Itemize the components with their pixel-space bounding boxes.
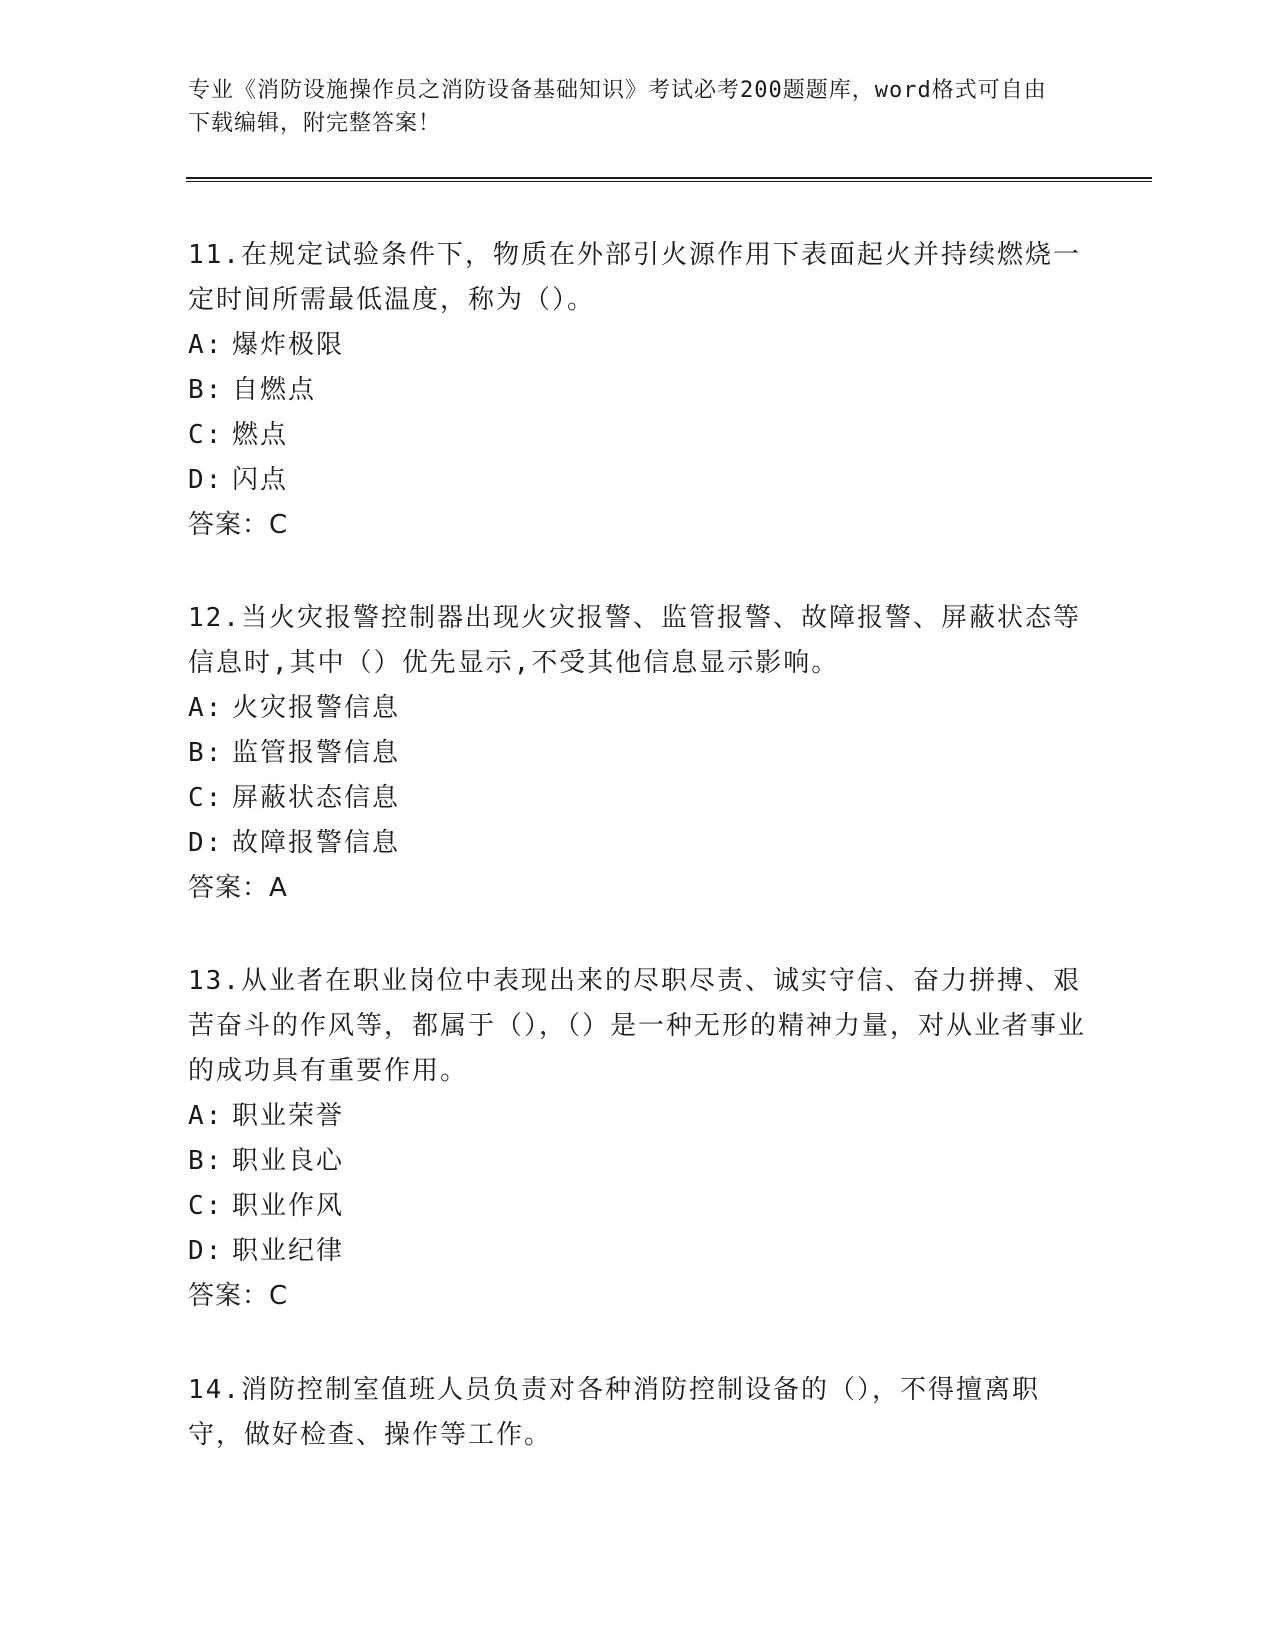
option-text: 闪点 (232, 465, 289, 495)
option-c (188, 1184, 1088, 1229)
option-text: 职业纪律 (232, 1236, 345, 1266)
option-text: 职业良心 (232, 1146, 345, 1176)
document-header: 专业《消防设施操作员之消防设备基础知识》考试必考200题题库，word格式可自由下载编辑，附完整答案！ (188, 78, 1047, 136)
option-text: 火灾报警信息 (232, 693, 401, 723)
question-14 (188, 1368, 1088, 1458)
question-12 (188, 596, 1088, 911)
option-text: 爆炸极限 (232, 330, 345, 360)
answer-line: 答案：A (188, 873, 288, 903)
option-letter: A: (188, 1101, 224, 1131)
option-letter: D: (188, 465, 224, 495)
option-letter: B: (188, 375, 224, 405)
answer-line: 答案：C (188, 510, 289, 540)
option-text: 燃点 (232, 420, 289, 450)
option-letter: D: (188, 1236, 224, 1266)
option-c (188, 413, 1088, 458)
answer-line: 答案：C (188, 1281, 289, 1311)
question-stem: 12.当火灾报警控制器出现火灾报警、监管报警、故障报警、屏蔽状态等信息时,其中（）优先显示,不受其他信息显示影响。 (188, 603, 1081, 678)
option-letter: A: (188, 330, 224, 360)
question-11 (188, 233, 1088, 548)
option-c (188, 776, 1088, 821)
header-divider (186, 177, 1152, 182)
option-letter: D: (188, 828, 224, 858)
option-b (188, 731, 1088, 776)
option-d (188, 1229, 1088, 1274)
option-text: 职业荣誉 (232, 1101, 345, 1131)
option-letter: C: (188, 420, 224, 450)
option-a (188, 323, 1088, 368)
option-letter: A: (188, 693, 224, 723)
question-stem: 13.从业者在职业岗位中表现出来的尽职尽责、诚实守信、奋力拼搏、艰苦奋斗的作风等，都属于（），（）是一种无形的精神力量，对从业者事业的成功具有重要作用。 (188, 966, 1087, 1086)
option-b (188, 368, 1088, 413)
option-letter: B: (188, 738, 224, 768)
option-text: 职业作风 (232, 1191, 345, 1221)
question-13 (188, 959, 1088, 1319)
option-letter: C: (188, 783, 224, 813)
option-text: 屏蔽状态信息 (232, 783, 401, 813)
option-text: 自燃点 (232, 375, 317, 405)
option-a (188, 686, 1088, 731)
option-d (188, 458, 1088, 503)
option-text: 监管报警信息 (232, 738, 401, 768)
option-b (188, 1139, 1088, 1184)
option-a (188, 1094, 1088, 1139)
option-letter: B: (188, 1146, 224, 1176)
question-stem: 14.消防控制室值班人员负责对各种消防控制设备的（），不得擅离职守，做好检查、操作等工作。 (188, 1375, 1040, 1450)
option-letter: C: (188, 1191, 224, 1221)
option-text: 故障报警信息 (232, 828, 401, 858)
question-stem: 11.在规定试验条件下，物质在外部引火源作用下表面起火并持续燃烧一定时间所需最低温度，称为（）。 (188, 240, 1081, 315)
option-d (188, 821, 1088, 866)
